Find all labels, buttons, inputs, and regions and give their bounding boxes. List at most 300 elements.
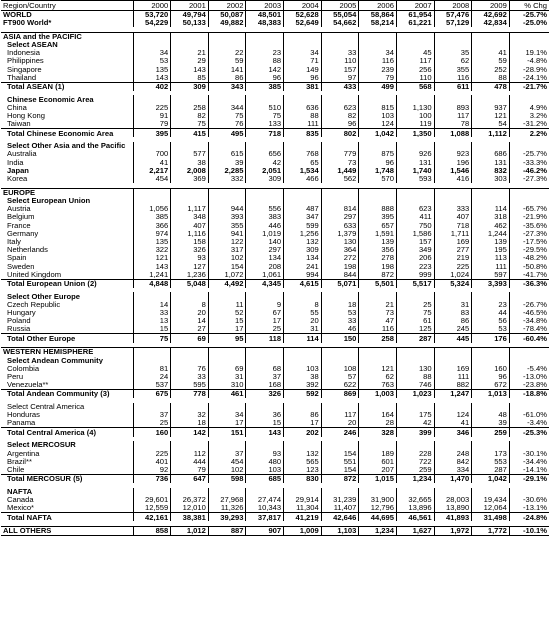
value-cell: 893 <box>434 104 472 112</box>
value-cell: 206 <box>396 254 434 262</box>
row-label: Panama <box>1 419 133 428</box>
value-cell: 611 <box>434 82 472 91</box>
table-row <box>1 74 549 83</box>
value-cell: 139 <box>359 238 397 246</box>
value-cell <box>472 292 510 300</box>
value-cell: 599 <box>284 221 322 229</box>
row-label: ALL OTHERS <box>1 527 133 536</box>
value-cell: 21 <box>359 301 397 309</box>
row-label: Total NAFTA <box>1 513 133 522</box>
value-cell <box>133 356 171 364</box>
value-cell: 385 <box>246 82 284 91</box>
value-cell <box>359 356 397 364</box>
value-cell: 763 <box>359 381 397 390</box>
value-cell: 381 <box>284 82 322 91</box>
value-cell: 445 <box>434 334 472 343</box>
row-label: Total Central America (4) <box>1 428 133 437</box>
value-cell: 1,236 <box>171 270 209 279</box>
value-cell: 395 <box>359 213 397 221</box>
value-cell: 73 <box>321 158 359 166</box>
value-cell: 258 <box>171 104 209 112</box>
change-cell: -21.9% <box>522 213 547 222</box>
value-cell: 134 <box>246 254 284 262</box>
value-cell <box>246 95 284 103</box>
value-cell: 169 <box>434 364 472 372</box>
value-cell <box>171 348 209 357</box>
value-cell: 454 <box>133 175 171 183</box>
table-row <box>1 205 549 213</box>
change-cell: 19.1% <box>525 48 547 58</box>
value-cell: 25 <box>396 301 434 309</box>
value-cell: 869 <box>321 390 359 399</box>
value-cell: 11 <box>208 301 246 309</box>
value-cell: 348 <box>171 213 209 221</box>
value-cell: 577 <box>171 150 209 158</box>
value-cell: 1,379 <box>321 229 359 237</box>
value-cell: 127 <box>171 262 209 270</box>
value-cell: 55,054 <box>321 10 359 19</box>
row-label: Sweden <box>1 262 133 270</box>
value-cell <box>246 356 284 364</box>
value-cell: 96 <box>359 158 397 166</box>
value-cell: 117 <box>434 112 472 120</box>
value-cell <box>171 142 209 150</box>
value-cell <box>171 188 209 197</box>
value-cell: 118 <box>246 334 284 343</box>
value-cell: 480 <box>246 458 284 466</box>
value-cell <box>396 403 434 411</box>
value-cell: 888 <box>359 205 397 213</box>
value-cell <box>434 356 472 364</box>
value-cell: 111 <box>472 262 510 270</box>
row-label: Mexico* <box>1 504 133 513</box>
value-cell <box>171 356 209 364</box>
value-cell: 143 <box>133 74 171 83</box>
value-cell <box>171 32 209 41</box>
value-cell <box>434 197 472 205</box>
value-cell: 245 <box>434 325 472 334</box>
value-cell: 158 <box>171 238 209 246</box>
value-cell: 994 <box>284 270 322 279</box>
value-cell: 1,234 <box>396 474 434 483</box>
group-header-row <box>1 356 549 364</box>
value-cell: 86 <box>208 74 246 83</box>
value-cell: 73 <box>359 309 397 317</box>
value-cell: 76 <box>171 364 209 372</box>
value-cell: 31,900 <box>359 496 397 504</box>
value-cell <box>472 403 510 411</box>
table-row <box>1 301 549 309</box>
value-cell <box>321 292 359 300</box>
value-cell: 1,088 <box>434 129 472 138</box>
value-cell: 1,534 <box>284 167 322 175</box>
value-cell: 42,834 <box>472 19 510 27</box>
trade-table <box>1 0 549 536</box>
value-cell: 62 <box>359 373 397 381</box>
value-cell: 42,646 <box>321 513 359 522</box>
value-cell: 135 <box>133 238 171 246</box>
value-cell: 656 <box>246 150 284 158</box>
value-cell: 160 <box>133 428 171 437</box>
value-cell: 202 <box>284 428 322 437</box>
value-cell: 54,229 <box>133 19 171 27</box>
value-cell: 568 <box>396 82 434 91</box>
value-cell: 164 <box>359 411 397 419</box>
row-label: Brazil** <box>1 458 133 466</box>
value-cell: 135 <box>133 65 171 73</box>
value-cell <box>396 292 434 300</box>
change-cell: -60.4% <box>509 334 549 343</box>
value-cell: 79 <box>359 74 397 83</box>
change-cell <box>509 142 549 150</box>
value-cell: 154 <box>321 466 359 475</box>
value-cell: 75 <box>208 112 246 120</box>
value-cell: 844 <box>321 270 359 279</box>
value-cell: 27,474 <box>246 496 284 504</box>
value-cell: 53 <box>133 57 171 65</box>
value-cell <box>208 32 246 41</box>
change-cell: 3.2% <box>529 111 547 121</box>
header-year: 2008 <box>434 1 472 11</box>
value-cell: 20 <box>321 419 359 428</box>
value-cell <box>396 356 434 364</box>
value-cell <box>208 403 246 411</box>
total-row <box>1 428 549 437</box>
value-cell: 54 <box>472 120 510 129</box>
value-cell <box>396 348 434 357</box>
table-row <box>1 158 549 166</box>
value-cell: 1,546 <box>434 167 472 175</box>
value-cell: 553 <box>472 458 510 466</box>
value-cell: 82 <box>321 112 359 120</box>
value-cell <box>434 32 472 41</box>
value-cell: 11,407 <box>321 504 359 513</box>
value-cell: 41 <box>434 419 472 428</box>
value-cell: 601 <box>359 458 397 466</box>
value-cell: 259 <box>396 466 434 475</box>
value-cell: 41,893 <box>434 513 472 522</box>
value-cell: 31,239 <box>321 496 359 504</box>
value-cell: 923 <box>434 150 472 158</box>
value-cell <box>133 292 171 300</box>
value-cell: 551 <box>321 458 359 466</box>
value-cell: 2,217 <box>133 167 171 175</box>
value-cell: 52 <box>208 309 246 317</box>
value-cell: 196 <box>434 158 472 166</box>
value-cell: 595 <box>171 381 209 390</box>
change-cell: -50.8% <box>522 262 547 271</box>
value-cell: 37 <box>208 449 246 457</box>
value-cell: 746 <box>396 381 434 390</box>
value-cell: 401 <box>133 458 171 466</box>
value-cell: 392 <box>284 381 322 390</box>
value-cell <box>472 488 510 496</box>
value-cell: 142 <box>246 65 284 73</box>
value-cell: 332 <box>208 175 246 183</box>
value-cell: 1,103 <box>321 527 359 536</box>
value-cell: 356 <box>359 246 397 254</box>
value-cell <box>246 32 284 41</box>
value-cell <box>246 488 284 496</box>
change-cell: 4.9% <box>529 103 547 112</box>
value-cell: 102 <box>208 254 246 262</box>
value-cell <box>434 95 472 103</box>
table-row <box>1 65 549 73</box>
value-cell: 815 <box>359 104 397 112</box>
value-cell: 42,692 <box>472 10 510 19</box>
value-cell: 27,968 <box>208 496 246 504</box>
value-cell <box>396 488 434 496</box>
change-cell: -27.3% <box>522 174 547 183</box>
value-cell: 142 <box>171 428 209 437</box>
row-label: WORLD <box>1 10 133 19</box>
value-cell: 287 <box>396 334 434 343</box>
value-cell: 12,796 <box>359 504 397 513</box>
value-cell <box>434 348 472 357</box>
row-label: FT900 World* <box>1 19 133 27</box>
value-cell <box>246 292 284 300</box>
value-cell: 157 <box>321 65 359 73</box>
change-cell <box>509 441 549 449</box>
value-cell: 2,051 <box>246 167 284 175</box>
value-cell: 364 <box>321 246 359 254</box>
table-row <box>1 411 549 419</box>
value-cell: 778 <box>171 390 209 399</box>
value-cell <box>284 441 322 449</box>
value-cell: 75 <box>396 309 434 317</box>
value-cell <box>246 41 284 49</box>
change-cell <box>509 41 549 49</box>
value-cell: 343 <box>208 82 246 91</box>
table-row <box>1 49 549 57</box>
value-cell: 685 <box>246 474 284 483</box>
value-cell: 48,383 <box>246 19 284 27</box>
value-cell <box>246 142 284 150</box>
value-cell: 830 <box>284 474 322 483</box>
value-cell <box>246 441 284 449</box>
value-cell: 114 <box>472 205 510 213</box>
value-cell <box>171 403 209 411</box>
row-label: Canada <box>1 496 133 504</box>
value-cell: 37 <box>246 373 284 381</box>
change-cell <box>509 197 549 205</box>
value-cell: 722 <box>396 458 434 466</box>
table-row <box>1 317 549 325</box>
table-header <box>1 1 549 11</box>
value-cell: 565 <box>284 458 322 466</box>
value-cell: 225 <box>133 104 171 112</box>
change-cell: -25.7% <box>522 10 547 19</box>
value-cell: 131 <box>472 158 510 166</box>
value-cell <box>321 403 359 411</box>
value-cell: 750 <box>396 221 434 229</box>
value-cell: 1,013 <box>472 390 510 399</box>
value-cell: 61 <box>396 317 434 325</box>
value-cell: 272 <box>321 254 359 262</box>
change-cell <box>509 488 549 496</box>
row-label: Japan <box>1 167 133 175</box>
value-cell: 369 <box>171 175 209 183</box>
value-cell: 35 <box>434 49 472 57</box>
value-cell: 207 <box>359 466 397 475</box>
value-cell: 173 <box>472 449 510 457</box>
value-cell: 69 <box>208 364 246 372</box>
value-cell: 718 <box>246 129 284 138</box>
total-row <box>1 129 549 138</box>
value-cell <box>284 188 322 197</box>
value-cell <box>171 41 209 49</box>
row-label: Select European Union <box>1 197 133 205</box>
value-cell: 42,161 <box>133 513 171 522</box>
value-cell: 1,023 <box>396 390 434 399</box>
value-cell: 349 <box>396 246 434 254</box>
value-cell: 407 <box>171 221 209 229</box>
value-cell: 68 <box>246 364 284 372</box>
value-cell: 19,434 <box>472 496 510 504</box>
header-year: 2009 <box>472 1 510 11</box>
value-cell: 25 <box>133 419 171 428</box>
value-cell <box>321 441 359 449</box>
value-cell: 13 <box>133 317 171 325</box>
value-cell: 415 <box>171 129 209 138</box>
value-cell: 355 <box>208 221 246 229</box>
row-label: Germany <box>1 229 133 237</box>
row-label: Italy <box>1 238 133 246</box>
value-cell: 110 <box>321 57 359 65</box>
row-label: WESTERN HEMISPHERE <box>1 348 133 357</box>
value-cell: 219 <box>434 254 472 262</box>
value-cell: 61,221 <box>396 19 434 27</box>
value-cell <box>321 356 359 364</box>
value-cell: 1,003 <box>359 390 397 399</box>
value-cell: 225 <box>434 262 472 270</box>
value-cell: 999 <box>396 270 434 279</box>
value-cell: 402 <box>133 82 171 91</box>
value-cell: 1,449 <box>321 167 359 175</box>
value-cell: 57 <box>321 373 359 381</box>
value-cell: 59 <box>208 57 246 65</box>
value-cell: 411 <box>396 213 434 221</box>
value-cell: 537 <box>133 381 171 390</box>
value-cell: 116 <box>359 57 397 65</box>
value-cell: 1,350 <box>396 129 434 138</box>
change-cell <box>509 292 549 300</box>
value-cell: 623 <box>396 205 434 213</box>
value-cell: 91 <box>133 112 171 120</box>
value-cell: 31 <box>434 301 472 309</box>
value-cell: 309 <box>246 175 284 183</box>
value-cell: 383 <box>246 213 284 221</box>
value-cell: 53,720 <box>133 10 171 19</box>
value-cell <box>396 41 434 49</box>
value-cell <box>208 348 246 357</box>
value-cell: 103 <box>284 364 322 372</box>
value-cell <box>396 95 434 103</box>
value-cell: 39 <box>472 419 510 428</box>
value-cell: 100 <box>396 112 434 120</box>
value-cell: 1,112 <box>472 129 510 138</box>
value-cell: 83 <box>434 309 472 317</box>
value-cell: 1,042 <box>359 129 397 138</box>
row-label: Belgium <box>1 213 133 221</box>
value-cell: 88 <box>246 57 284 65</box>
value-cell: 700 <box>133 150 171 158</box>
value-cell: 130 <box>321 238 359 246</box>
change-cell: -14.1% <box>522 465 547 475</box>
value-cell: 31,498 <box>472 513 510 522</box>
value-cell: 495 <box>208 129 246 138</box>
value-cell: 157 <box>396 238 434 246</box>
value-cell: 736 <box>133 474 171 483</box>
region-header-row <box>1 188 549 197</box>
table-row <box>1 229 549 237</box>
row-label: Venezuela** <box>1 381 133 390</box>
value-cell <box>246 197 284 205</box>
value-cell <box>284 292 322 300</box>
value-cell <box>208 41 246 49</box>
value-cell: 132 <box>284 238 322 246</box>
region-header-row <box>1 348 549 357</box>
value-cell: 28,003 <box>434 496 472 504</box>
value-cell: 88 <box>284 112 322 120</box>
value-cell: 3,393 <box>472 279 510 288</box>
value-cell: 346 <box>434 428 472 437</box>
value-cell <box>321 197 359 205</box>
table-row <box>1 246 549 254</box>
value-cell <box>208 441 246 449</box>
value-cell: 47 <box>359 317 397 325</box>
value-cell: 454 <box>208 458 246 466</box>
value-cell: 119 <box>396 120 434 129</box>
value-cell: 61,954 <box>396 10 434 19</box>
value-cell <box>208 356 246 364</box>
value-cell: 14 <box>171 317 209 325</box>
total-row <box>1 82 549 91</box>
value-cell <box>284 348 322 357</box>
value-cell: 14 <box>133 301 171 309</box>
value-cell: 259 <box>472 428 510 437</box>
value-cell <box>171 292 209 300</box>
value-cell <box>133 41 171 49</box>
value-cell: 278 <box>359 254 397 262</box>
value-cell: 97 <box>321 74 359 83</box>
value-cell: 124 <box>434 411 472 419</box>
value-cell: 22 <box>208 49 246 57</box>
value-cell: 96 <box>472 373 510 381</box>
value-cell <box>359 403 397 411</box>
table-row <box>1 325 549 334</box>
value-cell <box>472 188 510 197</box>
value-cell: 65 <box>284 158 322 166</box>
value-cell: 125 <box>396 325 434 334</box>
value-cell: 344 <box>208 104 246 112</box>
value-cell <box>359 348 397 357</box>
value-cell: 124 <box>359 120 397 129</box>
value-cell: 1,019 <box>246 229 284 237</box>
value-cell: 1,130 <box>396 104 434 112</box>
value-cell: 1,015 <box>359 474 397 483</box>
value-cell <box>434 403 472 411</box>
row-label: Poland <box>1 317 133 325</box>
value-cell: 121 <box>133 254 171 262</box>
value-cell: 31 <box>208 373 246 381</box>
value-cell <box>321 348 359 357</box>
value-cell: 32 <box>171 411 209 419</box>
value-cell: 85 <box>171 74 209 83</box>
value-cell: 17 <box>208 325 246 334</box>
row-label: France <box>1 221 133 229</box>
value-cell: 334 <box>434 466 472 475</box>
